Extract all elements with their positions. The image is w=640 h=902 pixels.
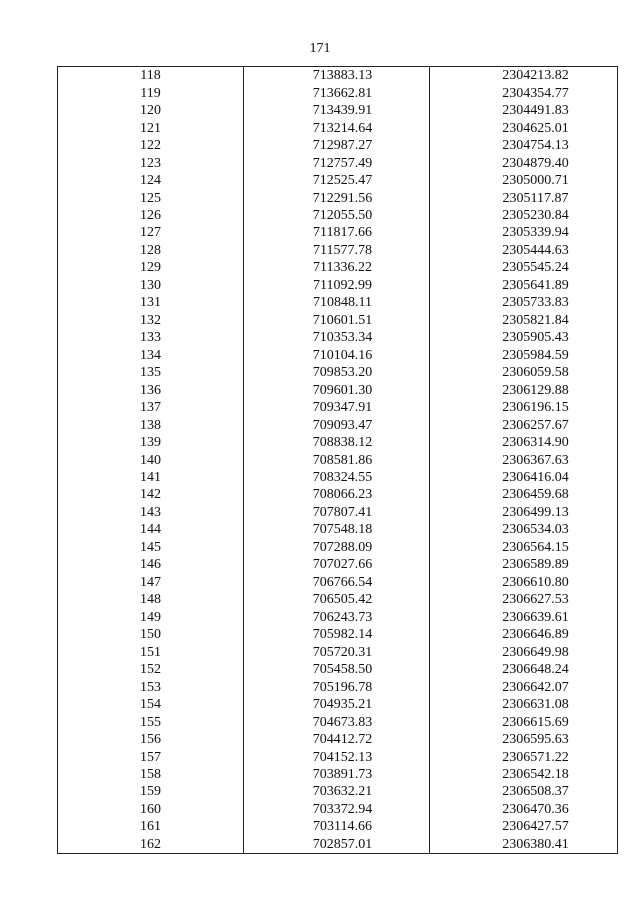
table-row [58,678,618,695]
table-row [58,347,618,364]
point-number-cell: 155 [58,713,244,730]
y-coordinate-cell: 2306367.63 [430,451,618,468]
point-number-cell: 126 [58,207,244,224]
point-number-cell: 136 [58,381,244,398]
x-coordinate-cell: 706243.73 [244,609,430,626]
y-coordinate-cell: 2304879.40 [430,154,618,171]
table-row [58,399,618,416]
y-coordinate-cell: 2306589.89 [430,556,618,573]
y-coordinate-cell: 2305905.43 [430,329,618,346]
point-number-cell: 123 [58,154,244,171]
coordinates-table-body [58,67,618,854]
table-row [58,591,618,608]
point-number-cell: 157 [58,748,244,765]
x-coordinate-cell: 707807.41 [244,504,430,521]
y-coordinate-cell: 2306542.18 [430,766,618,783]
table-row [58,84,618,101]
x-coordinate-cell: 705720.31 [244,643,430,660]
x-coordinate-cell: 708581.86 [244,451,430,468]
table-row [58,469,618,486]
table-row [58,713,618,730]
y-coordinate-cell: 2304754.13 [430,137,618,154]
point-number-cell: 153 [58,678,244,695]
y-coordinate-cell: 2306508.37 [430,783,618,800]
y-coordinate-cell: 2306129.88 [430,381,618,398]
y-coordinate-cell: 2306646.89 [430,626,618,643]
y-coordinate-cell: 2306631.08 [430,696,618,713]
table-row [58,224,618,241]
point-number-cell: 148 [58,591,244,608]
y-coordinate-cell: 2306642.07 [430,678,618,695]
y-coordinate-cell: 2306649.98 [430,643,618,660]
table-row [58,731,618,748]
y-coordinate-cell: 2306595.63 [430,731,618,748]
point-number-cell: 142 [58,486,244,503]
y-coordinate-cell: 2306059.58 [430,364,618,381]
x-coordinate-cell: 712757.49 [244,154,430,171]
y-coordinate-cell: 2306534.03 [430,521,618,538]
table-row [58,626,618,643]
table-row [58,696,618,713]
y-coordinate-cell: 2306627.53 [430,591,618,608]
y-coordinate-cell: 2306615.69 [430,713,618,730]
point-number-cell: 144 [58,521,244,538]
table-row [58,609,618,626]
point-number-cell: 127 [58,224,244,241]
x-coordinate-cell: 703632.21 [244,783,430,800]
point-number-cell: 159 [58,783,244,800]
y-coordinate-cell: 2306257.67 [430,416,618,433]
table-row [58,312,618,329]
point-number-cell: 161 [58,818,244,835]
point-number-cell: 143 [58,504,244,521]
point-number-cell: 121 [58,119,244,136]
y-coordinate-cell: 2305444.63 [430,242,618,259]
table-row [58,818,618,835]
x-coordinate-cell: 704412.72 [244,731,430,748]
point-number-cell: 147 [58,574,244,591]
x-coordinate-cell: 703114.66 [244,818,430,835]
point-number-cell: 154 [58,696,244,713]
y-coordinate-cell: 2306610.80 [430,574,618,591]
table-row [58,294,618,311]
y-coordinate-cell: 2305984.59 [430,347,618,364]
table-row [58,172,618,189]
point-number-cell: 131 [58,294,244,311]
point-number-cell: 118 [58,67,244,85]
x-coordinate-cell: 708324.55 [244,469,430,486]
point-number-cell: 128 [58,242,244,259]
x-coordinate-cell: 709853.20 [244,364,430,381]
table-row [58,416,618,433]
point-number-cell: 140 [58,451,244,468]
point-number-cell: 135 [58,364,244,381]
x-coordinate-cell: 705458.50 [244,661,430,678]
x-coordinate-cell: 711577.78 [244,242,430,259]
x-coordinate-cell: 710353.34 [244,329,430,346]
x-coordinate-cell: 707027.66 [244,556,430,573]
x-coordinate-cell: 711092.99 [244,277,430,294]
point-number-cell: 146 [58,556,244,573]
point-number-cell: 124 [58,172,244,189]
table-row [58,836,618,854]
table-row [58,207,618,224]
point-number-cell: 149 [58,609,244,626]
y-coordinate-cell: 2306196.15 [430,399,618,416]
point-number-cell: 141 [58,469,244,486]
table-row [58,521,618,538]
point-number-cell: 122 [58,137,244,154]
x-coordinate-cell: 709347.91 [244,399,430,416]
x-coordinate-cell: 712987.27 [244,137,430,154]
x-coordinate-cell: 706505.42 [244,591,430,608]
table-row [58,643,618,660]
y-coordinate-cell: 2306648.24 [430,661,618,678]
x-coordinate-cell: 708066.23 [244,486,430,503]
y-coordinate-cell: 2306499.13 [430,504,618,521]
x-coordinate-cell: 708838.12 [244,434,430,451]
table-row [58,137,618,154]
table-row [58,748,618,765]
point-number-cell: 150 [58,626,244,643]
point-number-cell: 158 [58,766,244,783]
y-coordinate-cell: 2305821.84 [430,312,618,329]
y-coordinate-cell: 2305641.89 [430,277,618,294]
x-coordinate-cell: 713214.64 [244,119,430,136]
x-coordinate-cell: 705982.14 [244,626,430,643]
x-coordinate-cell: 711336.22 [244,259,430,276]
table-row [58,766,618,783]
y-coordinate-cell: 2305000.71 [430,172,618,189]
table-row [58,329,618,346]
x-coordinate-cell: 711817.66 [244,224,430,241]
table-row [58,259,618,276]
x-coordinate-cell: 709093.47 [244,416,430,433]
point-number-cell: 162 [58,836,244,854]
point-number-cell: 133 [58,329,244,346]
y-coordinate-cell: 2306571.22 [430,748,618,765]
table-row [58,574,618,591]
x-coordinate-cell: 704935.21 [244,696,430,713]
y-coordinate-cell: 2304213.82 [430,67,618,85]
x-coordinate-cell: 712055.50 [244,207,430,224]
point-number-cell: 151 [58,643,244,660]
y-coordinate-cell: 2305545.24 [430,259,618,276]
table-row [58,801,618,818]
table-row [58,119,618,136]
point-number-cell: 156 [58,731,244,748]
point-number-cell: 129 [58,259,244,276]
x-coordinate-cell: 712291.56 [244,189,430,206]
table-row [58,783,618,800]
y-coordinate-cell: 2305733.83 [430,294,618,311]
y-coordinate-cell: 2306380.41 [430,836,618,854]
point-number-cell: 138 [58,416,244,433]
table-row [58,242,618,259]
y-coordinate-cell: 2304625.01 [430,119,618,136]
x-coordinate-cell: 710104.16 [244,347,430,364]
y-coordinate-cell: 2306470.36 [430,801,618,818]
y-coordinate-cell: 2304491.83 [430,102,618,119]
table-row [58,364,618,381]
x-coordinate-cell: 703891.73 [244,766,430,783]
table-row [58,451,618,468]
table-row [58,486,618,503]
table-row [58,277,618,294]
table-row [58,504,618,521]
point-number-cell: 119 [58,84,244,101]
table-row [58,556,618,573]
x-coordinate-cell: 704673.83 [244,713,430,730]
x-coordinate-cell: 702857.01 [244,836,430,854]
y-coordinate-cell: 2306564.15 [430,539,618,556]
x-coordinate-cell: 713662.81 [244,84,430,101]
point-number-cell: 134 [58,347,244,364]
x-coordinate-cell: 709601.30 [244,381,430,398]
x-coordinate-cell: 712525.47 [244,172,430,189]
point-number-cell: 130 [58,277,244,294]
point-number-cell: 137 [58,399,244,416]
page-number: 171 [309,41,331,56]
x-coordinate-cell: 704152.13 [244,748,430,765]
y-coordinate-cell: 2305339.94 [430,224,618,241]
coordinates-table [57,66,618,854]
point-number-cell: 145 [58,539,244,556]
x-coordinate-cell: 705196.78 [244,678,430,695]
x-coordinate-cell: 713883.13 [244,67,430,85]
y-coordinate-cell: 2306314.90 [430,434,618,451]
x-coordinate-cell: 713439.91 [244,102,430,119]
table-row [58,661,618,678]
table-row [58,539,618,556]
y-coordinate-cell: 2304354.77 [430,84,618,101]
point-number-cell: 132 [58,312,244,329]
y-coordinate-cell: 2306416.04 [430,469,618,486]
table-row [58,189,618,206]
y-coordinate-cell: 2305117.87 [430,189,618,206]
x-coordinate-cell: 710601.51 [244,312,430,329]
x-coordinate-cell: 710848.11 [244,294,430,311]
table-row [58,67,618,85]
x-coordinate-cell: 707288.09 [244,539,430,556]
table-row [58,381,618,398]
point-number-cell: 152 [58,661,244,678]
point-number-cell: 139 [58,434,244,451]
y-coordinate-cell: 2306427.57 [430,818,618,835]
table-row [58,154,618,171]
x-coordinate-cell: 707548.18 [244,521,430,538]
point-number-cell: 160 [58,801,244,818]
y-coordinate-cell: 2305230.84 [430,207,618,224]
table-row [58,434,618,451]
x-coordinate-cell: 706766.54 [244,574,430,591]
point-number-cell: 120 [58,102,244,119]
table-row [58,102,618,119]
x-coordinate-cell: 703372.94 [244,801,430,818]
y-coordinate-cell: 2306639.61 [430,609,618,626]
y-coordinate-cell: 2306459.68 [430,486,618,503]
point-number-cell: 125 [58,189,244,206]
